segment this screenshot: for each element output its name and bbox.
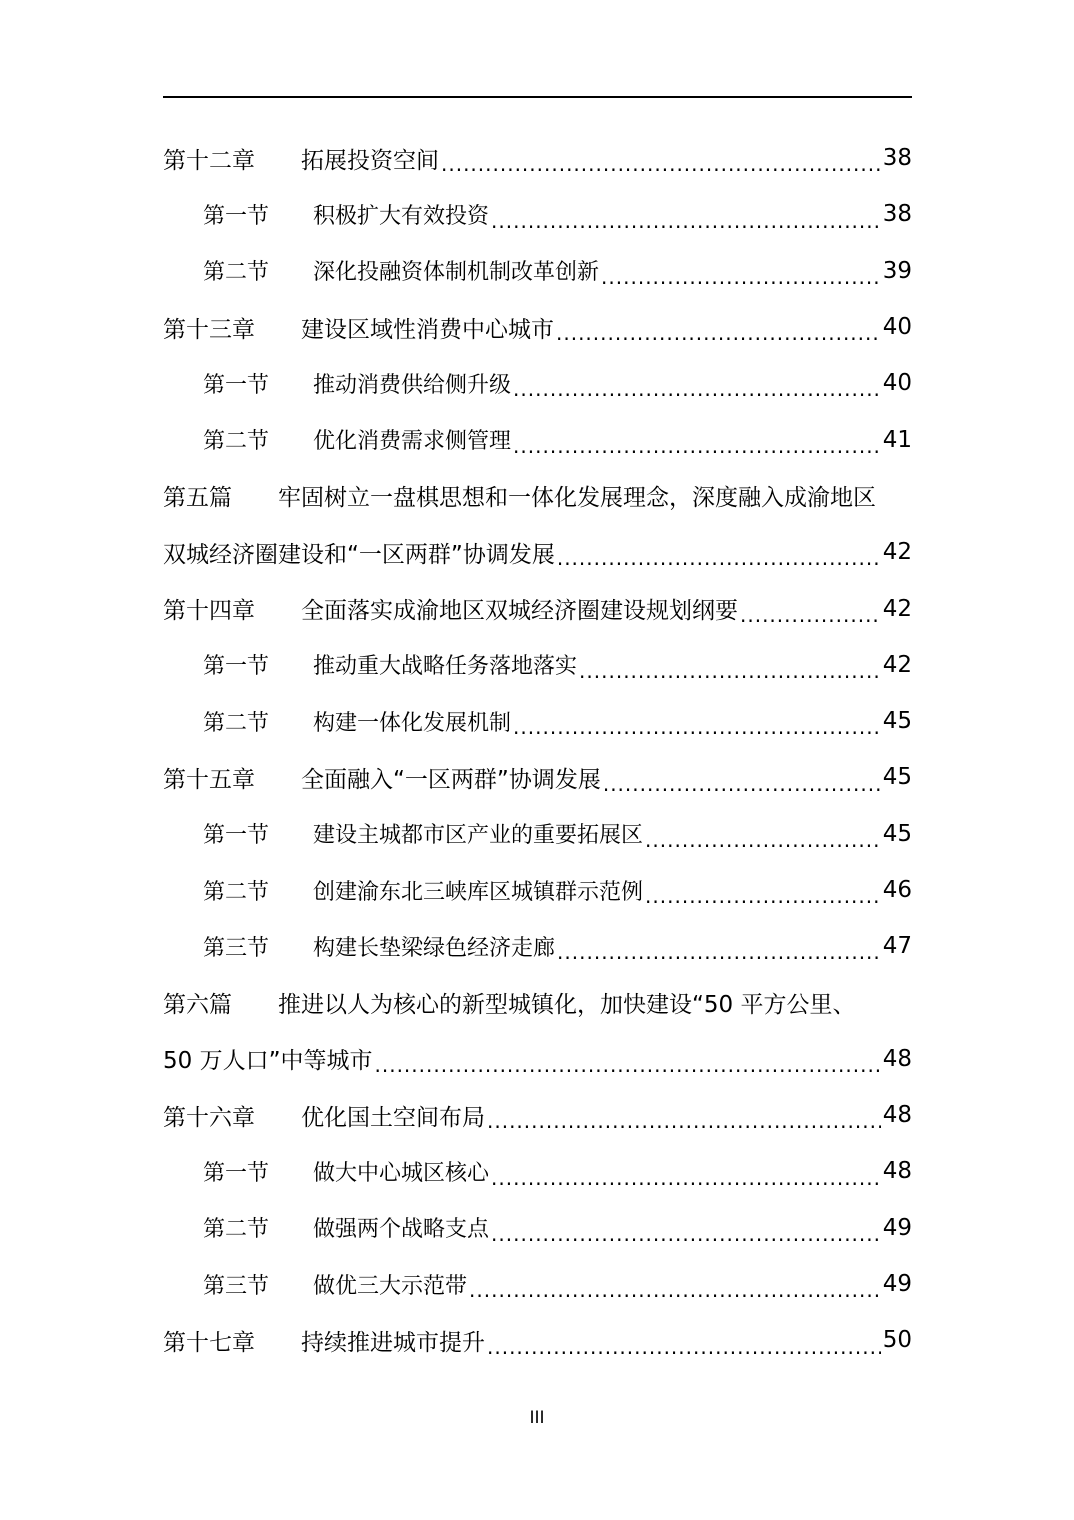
toc-entry-part-line2[interactable] (163, 524, 912, 580)
dot-leader (556, 323, 881, 355)
toc-entry-title-continued: 50 万人口”中等城市 (163, 1048, 373, 1075)
toc-entry-section[interactable] (163, 411, 912, 467)
toc-page-number: 48 (882, 1158, 912, 1185)
toc-page-number: 42 (882, 595, 912, 622)
dot-leader (375, 1055, 881, 1087)
toc-page-number: 50 (882, 1327, 912, 1354)
dot-leader (645, 886, 881, 918)
dot-leader (513, 717, 881, 749)
toc-entry-section[interactable] (163, 862, 912, 918)
toc-entry-part-line1[interactable] (163, 468, 912, 524)
toc-entry-section[interactable] (163, 918, 912, 974)
toc-entry-label: 第二节 构建一体化发展机制 (203, 710, 512, 736)
dot-leader (487, 1337, 881, 1369)
toc-entry-chapter[interactable] (163, 130, 912, 186)
toc-entry-section[interactable] (163, 186, 912, 242)
toc-page-number: 42 (882, 539, 912, 566)
toc-page-number: 49 (882, 1214, 912, 1241)
dot-leader (579, 661, 881, 693)
toc-entry-section[interactable] (163, 243, 912, 299)
toc-entry-label: 第二节 深化投融资体制机制改革创新 (203, 260, 600, 286)
toc-page-number: 45 (882, 820, 912, 847)
toc-page-number: 38 (882, 201, 912, 228)
toc-page-number: 46 (882, 877, 912, 903)
dot-leader (491, 1224, 881, 1256)
toc-entry-chapter[interactable] (163, 1312, 912, 1368)
toc-entry-label: 第六篇 推进以人为核心的新型城镇化，加快建设“50 平方公里、 (163, 992, 856, 1019)
dot-leader (601, 267, 881, 299)
toc-page-number: 47 (882, 933, 912, 960)
dot-leader (557, 942, 881, 974)
toc-page-number: 42 (882, 651, 912, 678)
toc-entry-section[interactable] (163, 1143, 912, 1199)
toc-entry-title-continued: 双城经济圈建设和“一区两群”协调发展 (163, 541, 555, 568)
toc-entry-section[interactable] (163, 693, 912, 749)
toc-entry-chapter[interactable] (163, 580, 912, 636)
toc-page-number: 45 (882, 708, 912, 735)
toc-entry-section[interactable] (163, 1256, 912, 1312)
dot-leader (557, 548, 881, 580)
toc-entry-label: 第一节 推动消费供给侧升级 (203, 372, 512, 398)
dot-leader (487, 1111, 881, 1143)
dot-leader (603, 774, 881, 806)
toc-entry-label: 第二节 创建渝东北三峡库区城镇群示范例 (203, 879, 644, 905)
toc-page-number: 40 (882, 370, 912, 397)
toc-entry-label: 第五篇 牢固树立一盘棋思想和一体化发展理念，深度融入成渝地区 (163, 485, 876, 512)
dot-leader (491, 1168, 881, 1200)
toc-entry-part-line2[interactable] (163, 1031, 912, 1087)
toc-entry-label: 第十六章 优化国土空间布局 (163, 1104, 485, 1131)
toc-page-number: 39 (882, 257, 912, 284)
toc-entry-label: 第一节 建设主城都市区产业的重要拓展区 (203, 823, 644, 849)
toc-entry-label: 第十三章 建设区域性消费中心城市 (163, 316, 554, 343)
dot-leader (441, 154, 881, 186)
toc-entry-part-line1[interactable] (163, 974, 912, 1030)
toc-page-number: 41 (882, 426, 912, 453)
toc-entry-label: 第二节 优化消费需求侧管理 (203, 429, 512, 455)
toc-page-number: 38 (882, 145, 912, 172)
toc-entry-label: 第十四章 全面落实成渝地区双城经济圈建设规划纲要 (163, 598, 738, 625)
toc-entry-label: 第二节 做强两个战略支点 (203, 1217, 490, 1243)
toc-entry-label: 第十五章 全面融入“一区两群”协调发展 (163, 766, 601, 793)
dot-leader (513, 436, 881, 468)
toc-entry-section[interactable] (163, 637, 912, 693)
toc-entry-label: 第三节 做优三大示范带 (203, 1273, 468, 1299)
toc-entry-section[interactable] (163, 1200, 912, 1256)
dot-leader (740, 605, 881, 637)
toc-entry-label: 第十二章 拓展投资空间 (163, 147, 439, 174)
toc-entry-label: 第三节 构建长垫梁绿色经济走廊 (203, 935, 556, 961)
toc-entry-label: 第十七章 持续推进城市提升 (163, 1329, 485, 1356)
toc-entry-chapter[interactable] (163, 299, 912, 355)
table-of-contents (163, 130, 912, 1369)
toc-page-number: 40 (882, 314, 912, 341)
toc-entry-chapter[interactable] (163, 749, 912, 805)
toc-entry-label: 第一节 积极扩大有效投资 (203, 203, 490, 229)
dot-leader (513, 379, 881, 411)
toc-entry-label: 第一节 推动重大战略任务落地落实 (203, 654, 578, 680)
toc-page-number: 49 (882, 1271, 912, 1298)
toc-page-number: 48 (882, 1045, 912, 1072)
footer-page-number: III (529, 1408, 545, 1428)
toc-entry-chapter[interactable] (163, 1087, 912, 1143)
header-rule (163, 96, 912, 98)
toc-entry-section[interactable] (163, 806, 912, 862)
toc-entry-label: 第一节 做大中心城区核心 (203, 1160, 490, 1186)
toc-page-number: 45 (882, 764, 912, 791)
dot-leader (491, 211, 881, 243)
dot-leader (645, 830, 881, 862)
toc-page-number: 48 (882, 1102, 912, 1129)
toc-entry-section[interactable] (163, 355, 912, 411)
dot-leader (469, 1280, 881, 1312)
